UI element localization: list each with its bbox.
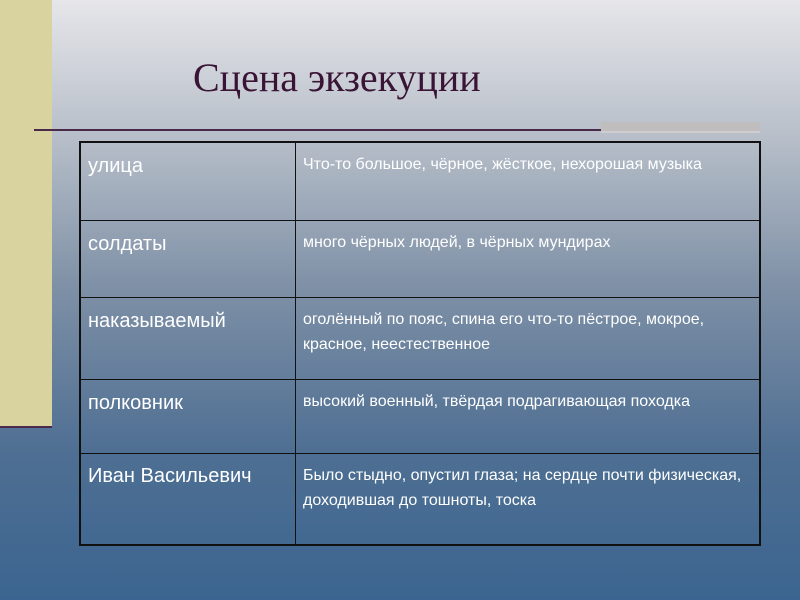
characters-table xyxy=(79,141,761,546)
table-row xyxy=(80,220,760,297)
row-value: Что-то большое, чёрное, жёсткое, нехорошая музыка xyxy=(296,142,761,220)
row-value: Было стыдно, опустил глаза; на сердце почти физическая, доходившая до тошноты, тоска xyxy=(296,453,761,545)
side-decor-bar xyxy=(0,0,52,426)
table-row xyxy=(80,453,760,545)
row-key: солдаты xyxy=(80,220,296,297)
side-decor-line xyxy=(0,426,52,428)
table-row xyxy=(80,297,760,379)
row-key: полковник xyxy=(80,379,296,453)
row-key: наказываемый xyxy=(80,297,296,379)
row-key: Иван Васильевич xyxy=(80,453,296,545)
row-key: улица xyxy=(80,142,296,220)
slide-title: Сцена экзекуции xyxy=(193,55,481,100)
row-value: высокий военный, твёрдая подрагивающая походка xyxy=(296,379,761,453)
row-value: много чёрных людей, в чёрных мундирах xyxy=(296,220,761,297)
row-value: оголённый по пояс, спина его что-то пёстрое, мокрое, красное, неестественное xyxy=(296,297,761,379)
corner-decor-line xyxy=(601,131,760,133)
table-row xyxy=(80,379,760,453)
corner-decor-block xyxy=(601,122,760,131)
table-row xyxy=(80,142,760,220)
